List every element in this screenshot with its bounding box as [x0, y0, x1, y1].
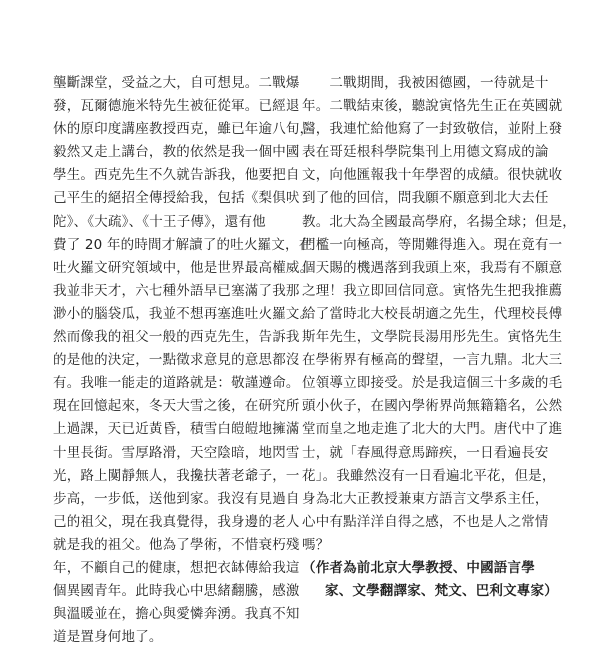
author-note-line-2: 家、文學翻譯家、梵文、巴利文專家） — [325, 583, 558, 600]
right-column-line: 頭小伙子，在國內學術界尚無籍籍名，公然 — [302, 398, 563, 415]
right-column-line: 文，向他匯報我十年學習的成績。很快就收 — [302, 167, 563, 184]
left-column-line: 個異國青年。此時我心中思緒翻騰，感激 — [53, 583, 300, 600]
left-column-line: 己的祖父，現在我真覺得，我身邊的老人 — [53, 513, 300, 530]
left-column-line: 我並非天才，六七種外語早已塞滿了我那 — [53, 282, 300, 299]
left-column-line: 陀》、《大疏》、《十王子傳》，還有他 — [53, 213, 266, 230]
author-note-line-1: （作者為前北京大學教授、中國語言學 — [302, 559, 535, 576]
right-column-line: 嗎？ — [302, 536, 330, 553]
left-column-line: 年，不顧自己的健康，想把衣缽傳給我這 — [53, 559, 300, 576]
left-column-line: 己平生的絕招全傳授給我，包括《梨俱吠 — [53, 190, 300, 207]
left-column-line: 渺小的腦袋瓜，我並不想再塞進吐火羅文。 — [53, 305, 314, 322]
right-column-line: 心中有點洋洋自得之感，不也是人之常情 — [302, 513, 549, 530]
left-column-line: 然而像我的祖父一般的西克先生，告訴我 — [53, 329, 300, 346]
right-column-line: 二戰期間，我被困德國，一待就是十 — [302, 75, 549, 91]
right-column-line: 個天賜的機遇落到我頭上來，我焉有不願意 — [302, 259, 563, 276]
right-column-line: 堂而皇之地走進了北大的大門。唐代中了進 — [302, 421, 563, 438]
left-column-line: 的是他的決定，一點徵求意見的意思都沒 — [53, 352, 300, 369]
left-column-line: 休的原印度講座教授西克，雖已年逾八旬， — [53, 121, 314, 138]
left-column-line: 十里長街。雪厚路滑，天空陰暗，地閃雪 — [53, 444, 300, 461]
left-column — [53, 72, 314, 649]
right-column-line: 斯年先生，文學院長湯用彤先生。寅恪先生 — [302, 329, 563, 346]
left-column-line: 上過課，天已近黃昏，積雪白皚皚地擁滿 — [53, 421, 300, 438]
left-column-line: 毅然又走上講台，教的依然是我一個中國 — [53, 144, 300, 161]
left-column-line: 吐火羅文研究領域中，他是世界最高權威。 — [53, 259, 314, 276]
right-column-line: 到了他的回信，問我願不願意到北大去任 — [302, 190, 549, 207]
left-column-line: 發，瓦爾德施米特先生被征從軍。已經退 — [53, 98, 300, 115]
left-column-line: 學生。西克先生不久就告訴我，他要把自 — [53, 167, 300, 184]
right-column-line: 給了當時北大校長胡適之先生，代理校長傅 — [302, 305, 563, 322]
right-column-line: 身為北大正教授兼東方語言文學系主任， — [302, 490, 549, 507]
left-column-line: 光，路上闃靜無人，我攙扶著老爺子，一 — [53, 467, 300, 484]
left-column-line: 就是我的祖父。他為了學術，不惜衰朽殘 — [53, 536, 300, 553]
right-column-line: 年。二戰結束後，聽說寅恪先生正在英國就 — [302, 98, 563, 115]
right-column-line: 之理！我立即回信同意。寅恪先生把我推薦 — [302, 282, 563, 299]
right-column-line: 表在哥廷根科學院集刊上用德文寫成的論 — [302, 144, 549, 161]
right-column-body — [302, 72, 576, 557]
right-column-line: 在學術界有極高的聲望，一言九鼎。北大三 — [302, 352, 563, 369]
right-column — [302, 72, 576, 603]
left-column-line: 步高，一步低，送他到家。我沒有見過自 — [53, 490, 300, 507]
left-column-line: 有。我唯一能走的道路就是：敬謹遵命。 — [53, 375, 300, 392]
left-column-line: 壟斷課堂，受益之大，自可想見。二戰爆 — [53, 75, 300, 91]
left-column-line: 費了 20 年的時間才解讀了的吐火羅文，在 — [53, 236, 313, 253]
right-column-line: 花」。我雖然沒有一日看遍北平花，但是， — [302, 467, 556, 484]
right-column-line: 士，就「春風得意馬蹄疾，一日看遍長安 — [302, 444, 549, 461]
left-column-line: 與溫暖並在，擔心與愛憐奔湧。我真不知 — [53, 606, 300, 623]
right-column-line: 醫，我連忙給他寫了一封致敬信，並附上發 — [302, 121, 563, 138]
right-column-line: 位領導立即接受。於是我這個三十多歲的毛 — [302, 375, 563, 392]
left-column-line: 道是置身何地了。 — [53, 629, 163, 646]
left-column-line: 現在回憶起來，冬天大雪之後，在研究所 — [53, 398, 300, 415]
right-column-line: 門檻一向極高，等閒難得進入。現在竟有一 — [302, 236, 563, 253]
right-column-line: 教。北大為全國最高學府，名揚全球；但是， — [302, 213, 576, 230]
